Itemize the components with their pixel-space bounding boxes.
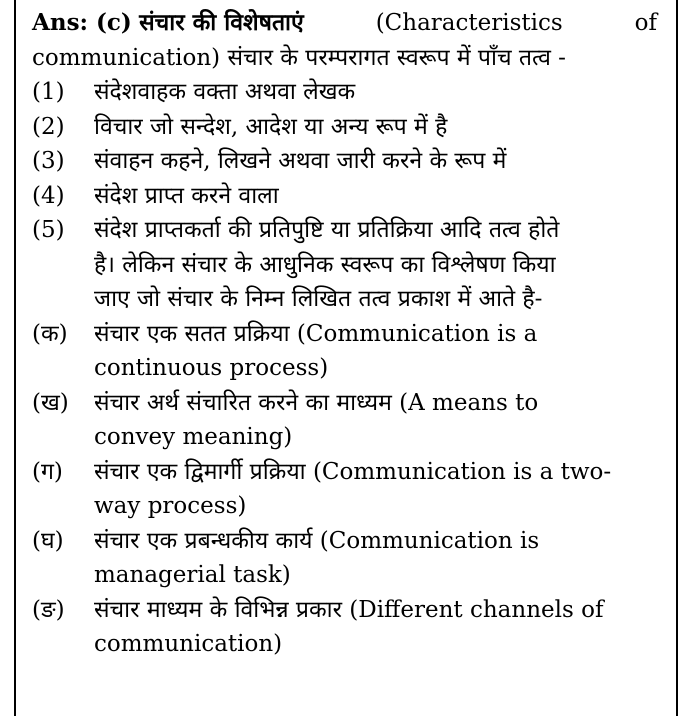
- answer-heading-english-part2: of: [634, 10, 657, 36]
- item-text-block: [94, 455, 657, 524]
- item-text-block: [94, 213, 657, 317]
- item-marker: (2): [32, 113, 65, 140]
- item-text-line: संचार माध्यम के विभिन्न प्रकार (Different channels of: [94, 596, 604, 623]
- item-text-line: जाए जो संचार के निम्न लिखित तत्व प्रकाश में आते है-: [94, 286, 543, 312]
- item-text-line: convey meaning): [94, 424, 293, 450]
- item-text: संवाहन कहने, लिखने अथवा जारी करने के रूप में: [94, 148, 507, 174]
- lettered-item: [32, 593, 657, 662]
- lettered-item: [32, 386, 657, 455]
- answer-heading-hindi: संचार की विशेषताएं: [139, 9, 304, 36]
- item-marker: (4): [32, 182, 65, 209]
- item-text-line: संचार एक सतत प्रक्रिया (Communication is a: [94, 320, 538, 347]
- item-text-block: [94, 317, 657, 386]
- item-marker: (ग): [32, 458, 63, 485]
- numbered-item: [32, 110, 657, 145]
- numbered-item: [32, 144, 657, 179]
- item-text-line: communication): [94, 631, 283, 657]
- item-text: विचार जो सन्देश, आदेश या अन्य रूप में है: [94, 113, 448, 140]
- item-marker: (5): [32, 217, 65, 243]
- item-marker: (3): [32, 148, 65, 174]
- item-marker: (क): [32, 320, 68, 347]
- item-text-line: संचार एक प्रबन्धकीय कार्य (Communication is: [94, 527, 540, 554]
- item-marker: (1): [32, 79, 65, 105]
- answer-heading-english-part1: (Characteristics: [375, 10, 563, 36]
- item-text: संदेश प्राप्त करने वाला: [94, 182, 279, 209]
- answer-content: [32, 6, 657, 662]
- answer-heading-line: [32, 6, 657, 41]
- item-marker: (ङ): [32, 596, 65, 623]
- answer-heading-line-2: communication) संचार के परम्परागत स्वरूप में पाँच तत्व -: [32, 44, 566, 71]
- lettered-item: [32, 524, 657, 593]
- numbered-item: [32, 213, 657, 317]
- item-text-line: संचार अर्थ संचारित करने का माध्यम (A means to: [94, 389, 539, 416]
- item-text-line: continuous process): [94, 355, 329, 381]
- lettered-item: [32, 317, 657, 386]
- answer-label: Ans: (c): [32, 9, 132, 36]
- numbered-item: [32, 179, 657, 214]
- numbered-item: [32, 75, 657, 110]
- item-text-block: [94, 524, 657, 593]
- answer-heading-left: [32, 6, 304, 41]
- item-text: संदेशवाहक वक्ता अथवा लेखक: [94, 79, 356, 105]
- item-text-line: संचार एक द्विमार्गी प्रक्रिया (Communication is a two-: [94, 458, 612, 485]
- item-text-line: है। लेकिन संचार के आधुनिक स्वरूप का विश्लेषण किया: [94, 251, 556, 278]
- lettered-item: [32, 455, 657, 524]
- item-text-block: [94, 593, 657, 662]
- item-text-line: संदेश प्राप्तकर्ता की प्रतिपुष्टि या प्रतिक्रिया आदि तत्व होते: [94, 217, 560, 243]
- item-text-block: [94, 386, 657, 455]
- item-text-line: managerial task): [94, 562, 291, 588]
- item-text-line: way process): [94, 493, 247, 519]
- item-marker: (घ): [32, 527, 64, 554]
- item-marker: (ख): [32, 389, 69, 416]
